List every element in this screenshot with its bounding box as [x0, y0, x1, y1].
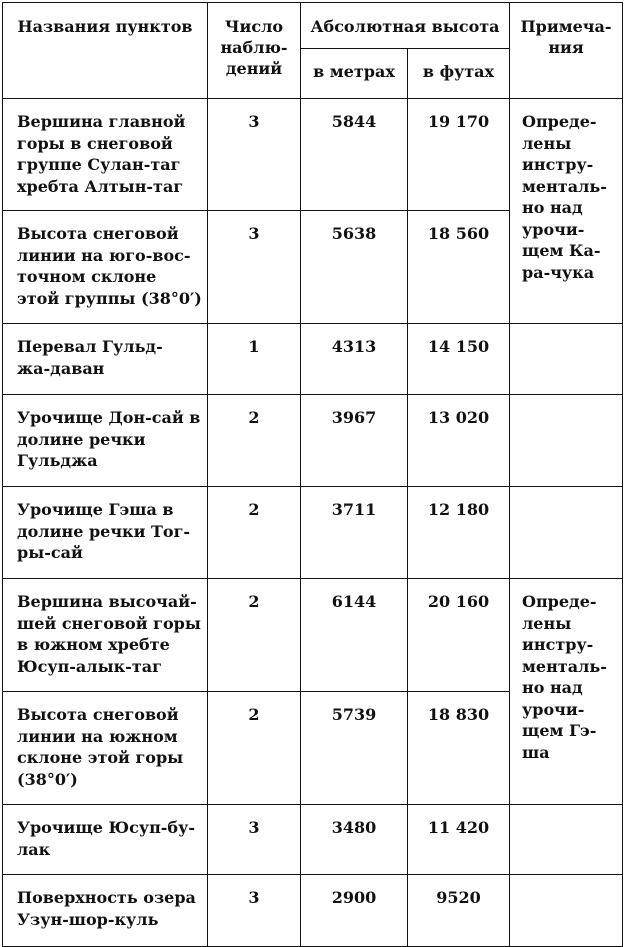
observation-count: 2 [208, 579, 301, 692]
altitude-feet: 19 170 [408, 99, 510, 211]
altitude-feet: 11 420 [408, 805, 510, 875]
altitude-meters: 3967 [301, 395, 408, 487]
point-name: Урочище Дон-сай в долине речки Гульджа [3, 395, 208, 487]
table-row [3, 579, 623, 692]
altitude-meters: 5638 [301, 211, 408, 324]
table-row [3, 99, 623, 211]
altitude-meters: 5739 [301, 692, 408, 805]
note-empty [510, 487, 623, 579]
point-name: Урочище Юсуп-бу- лак [3, 805, 208, 875]
observation-count: 1 [208, 324, 301, 395]
table-row [3, 324, 623, 395]
observation-count: 2 [208, 395, 301, 487]
table-row [3, 487, 623, 579]
altitude-meters: 6144 [301, 579, 408, 692]
note-empty [510, 395, 623, 487]
table-row [3, 395, 623, 487]
altitude-feet: 13 020 [408, 395, 510, 487]
point-name: Перевал Гульд- жа-даван [3, 324, 208, 395]
altitude-feet: 18 830 [408, 692, 510, 805]
observation-count: 2 [208, 692, 301, 805]
observation-count: 3 [208, 805, 301, 875]
note-gesha: Опреде- лены инстру- менталь- но над урочи- щем Гэ- ша [510, 579, 623, 805]
altitude-meters: 3711 [301, 487, 408, 579]
note-empty [510, 805, 623, 875]
header-meters: в метрах [301, 49, 408, 99]
header-point-names: Названия пунктов [3, 3, 208, 99]
point-name: Высота снеговой линии на южном склоне этой горы (38°0′) [3, 692, 208, 805]
altitude-meters: 5844 [301, 99, 408, 211]
point-name: Вершина главной горы в снеговой группе Сулан-таг хребта Алтын-таг [3, 99, 208, 211]
altitude-feet: 18 560 [408, 211, 510, 324]
observation-count: 2 [208, 487, 301, 579]
altitude-meters: 2900 [301, 875, 408, 947]
table-row [3, 805, 623, 875]
altitude-meters: 3480 [301, 805, 408, 875]
point-name: Поверхность озера Узун-шор-куль [3, 875, 208, 947]
altitude-feet: 20 160 [408, 579, 510, 692]
altitude-meters: 4313 [301, 324, 408, 395]
note-empty [510, 875, 623, 947]
observation-count: 3 [208, 99, 301, 211]
header-observation-count: Число наблю- дений [208, 3, 301, 99]
header-absolute-altitude: Абсолютная высота [301, 3, 510, 49]
table-row [3, 875, 623, 947]
observation-count: 3 [208, 875, 301, 947]
observation-count: 3 [208, 211, 301, 324]
header-notes: Примеча- ния [510, 3, 623, 99]
point-name: Урочище Гэша в долине речки Тог- ры-сай [3, 487, 208, 579]
point-name: Вершина высочай- шей снеговой горы в южном хребте Юсуп-алык-таг [3, 579, 208, 692]
note-kara-chuka: Опреде- лены инстру- менталь- но над урочи- щем Ка- ра-чука [510, 99, 623, 324]
altitude-feet: 9520 [408, 875, 510, 947]
point-name: Высота снеговой линии на юго-вос- точном склоне этой группы (38°0′) [3, 211, 208, 324]
altitude-feet: 14 150 [408, 324, 510, 395]
header-feet: в футах [408, 49, 510, 99]
note-empty [510, 324, 623, 395]
altitude-feet: 12 180 [408, 487, 510, 579]
altitude-table [2, 2, 623, 947]
